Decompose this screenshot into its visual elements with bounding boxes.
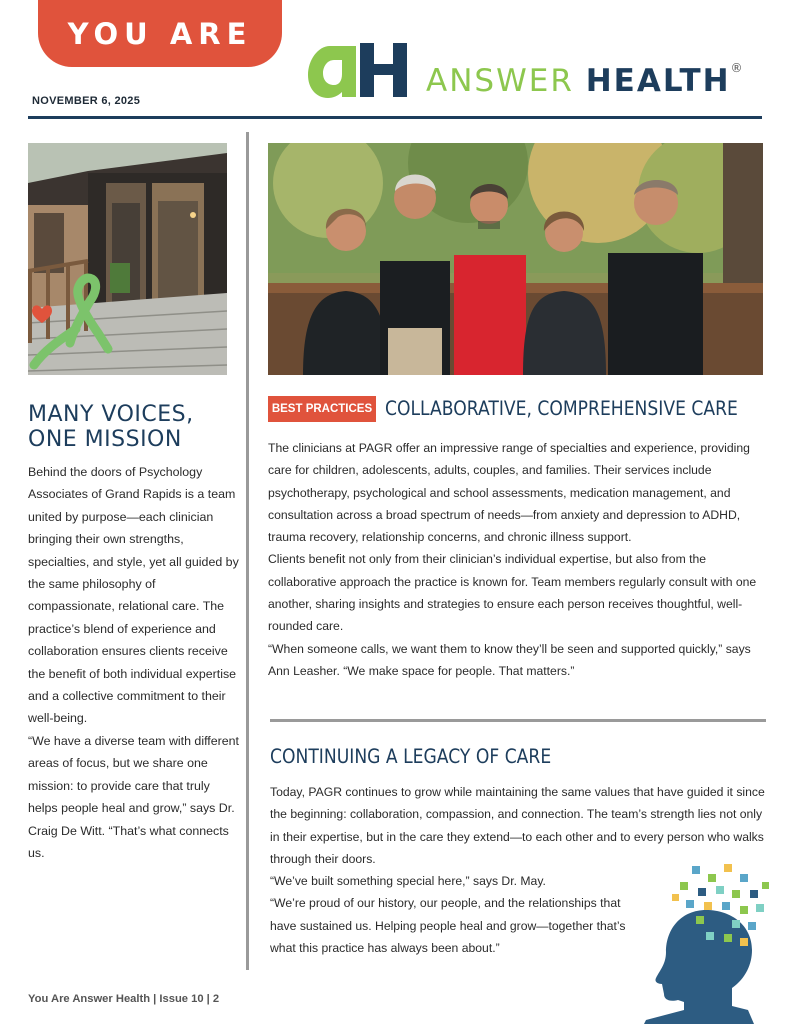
left-title-line: ONE MISSION [28,427,182,452]
paragraph: Behind the doors of Psychology Associates of Grand Rapids is a team united by purpose—each clinician bringing their own strengths, specialties, and style, yet all guided by the same philosophy of compassionate, relational care. The practice’s blend of experience and collaboration ensures clients receive the benefit of both individual expertise and a collective commitment to their well-being. [28,465,239,726]
you-are-banner [38,0,282,67]
page-footer: You Are Answer Health | Issue 10 | 2 [28,993,220,1005]
section-divider [270,719,766,722]
registered-mark: ® [730,61,745,75]
ah-monogram-icon [308,43,407,98]
puzzle-head-icon [636,860,776,1024]
left-title-line: MANY VOICES, [28,402,194,427]
paragraph: “We have a diverse team with different areas of focus, but we share one mission: to provide care that truly helps people heal and grow,” says Dr. Craig De Witt. “That’s what connects us. [28,733,239,860]
team-group-photo [268,143,763,375]
office-entrance-photo [28,143,227,375]
brand-wordmark [426,63,745,99]
section2-heading: CONTINUING A LEGACY OF CARE [270,745,552,768]
issue-date: NOVEMBER 6, 2025 [32,95,141,107]
left-article-body [28,461,240,864]
brand-name-answer: ANSWER [426,63,574,99]
section1-body [268,437,768,682]
best-practices-tag: BEST PRACTICES [268,396,376,422]
brand-name-health: HEALTH [585,63,731,99]
column-divider [246,132,249,970]
section1-heading: COLLABORATIVE, COMPREHENSIVE CARE [385,397,738,420]
paragraph: “When someone calls, we want them to know they’ll be seen and supported quickly,” says Ann Leasher. “We make space for people. That matters.” [268,641,751,678]
paragraph: “We’ve built something special here,” says Dr. May. [270,874,546,889]
paragraph: Today, PAGR continues to grow while maintaining the same values that have guided it since the beginning: collaboration, compassion, and connection. The team’s strength lies not only in their expertise, but in the care they extend—to each other and to every person who walks through their doors. [270,785,765,866]
paragraph: Clients benefit not only from their clinician’s individual expertise, but also from the collaborative approach the practice is known for. Team members regularly consult with one another, sharing insights and strategies to ensure each person receives thoughtful, well-rounded care. [268,552,757,634]
banner-text: YOU ARE [67,16,253,51]
paragraph: The clinicians at PAGR offer an impressive range of specialties and experience, providing care for children, adolescents, adults, couples, and families. Their services include psychotherapy, psychological and school assessments, medication management, and consultation across a broad spectrum of needs—from anxiety and depression to ADHD, trauma recovery, relationship concerns, and chronic illness support. [268,441,750,545]
left-article-title [28,402,238,452]
header-rule [28,116,762,119]
paragraph: “We’re proud of our history, our people, and the relationships that have sustained us. Helping people heal and grow—together that’s what this practice has always been about.” [270,896,626,956]
